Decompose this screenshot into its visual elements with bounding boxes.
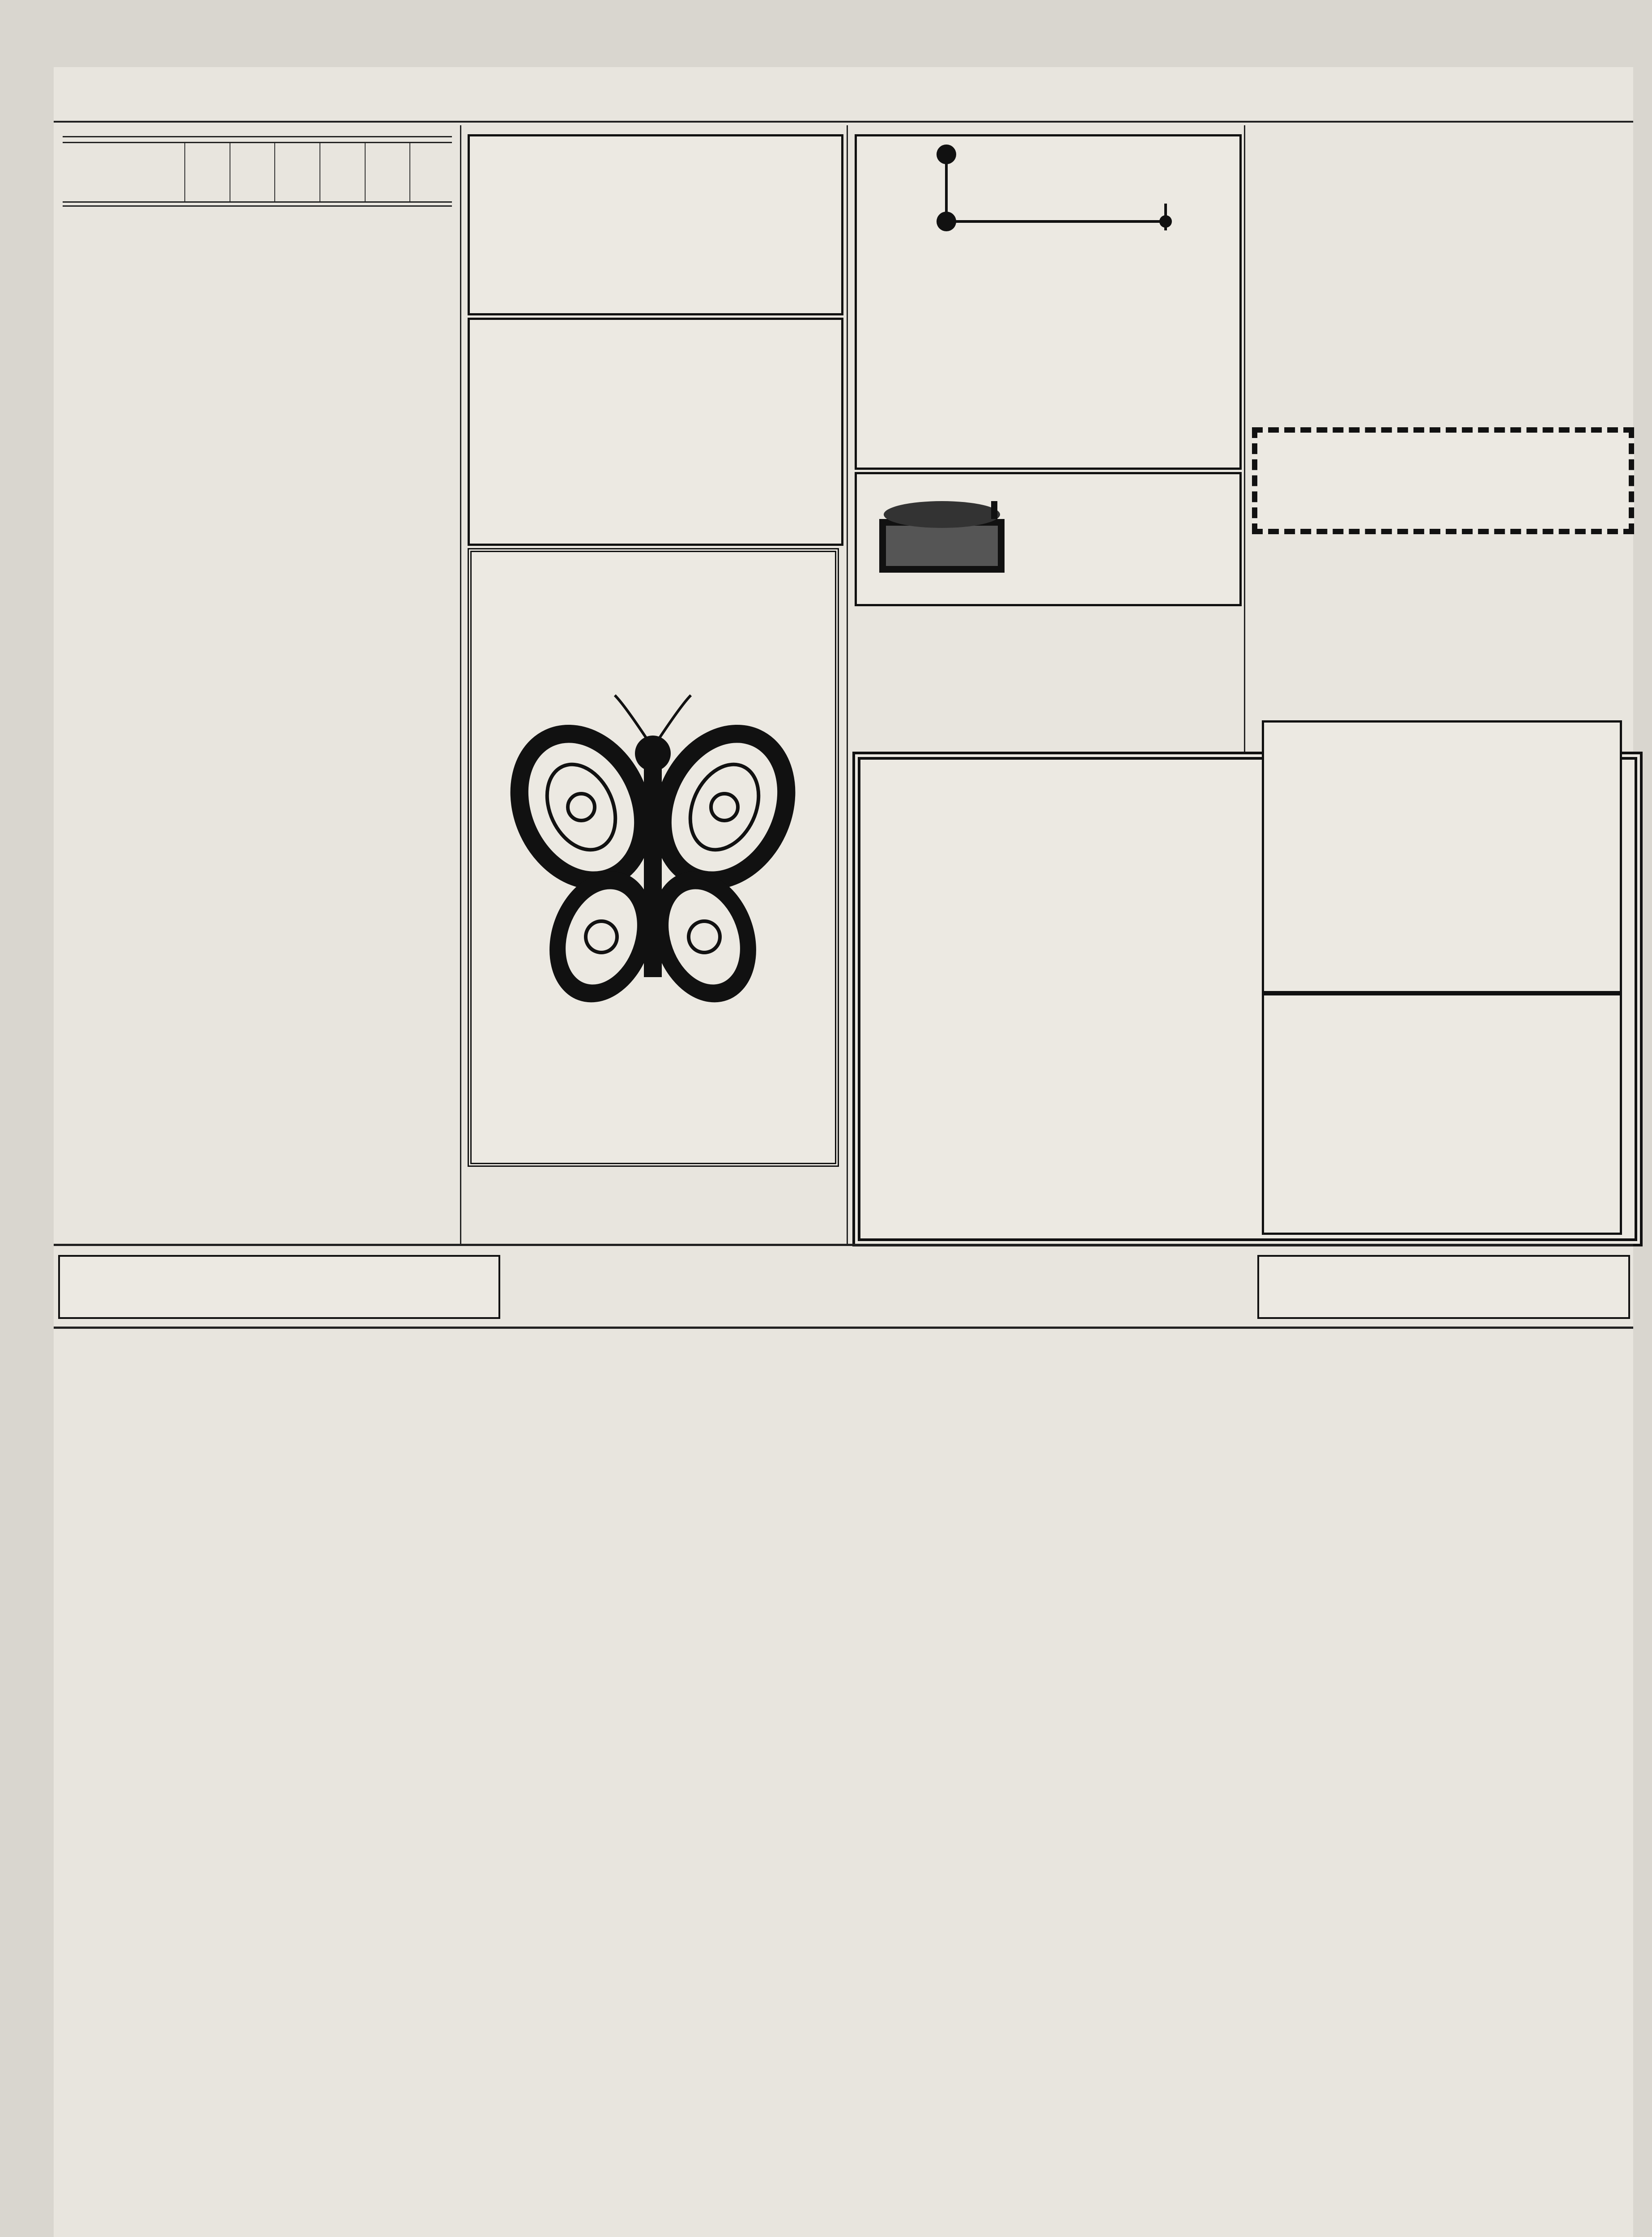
kleiner-anzeiger-title bbox=[510, 1248, 1244, 1324]
ad-selbstrasierer bbox=[1262, 720, 1622, 993]
column-kalender bbox=[1252, 130, 1628, 425]
column-weather bbox=[63, 130, 452, 1239]
ad-urania-kino bbox=[468, 134, 843, 315]
kleiner-pricing-box bbox=[58, 1255, 500, 1319]
newspaper-page bbox=[54, 67, 1633, 2237]
ad-sprechapparate bbox=[855, 472, 1242, 606]
weather-col-head bbox=[410, 143, 452, 202]
ad-gesichtshaare bbox=[1262, 993, 1622, 1235]
hoehen-title bbox=[63, 205, 452, 207]
kleiner-pricing bbox=[60, 1257, 498, 1262]
buechermarkt-banner bbox=[1252, 427, 1634, 534]
buechermarkt-ad bbox=[1252, 528, 1628, 720]
travel-route-diagram bbox=[857, 136, 1235, 253]
gramophone-icon bbox=[866, 488, 1018, 591]
weather-col-head bbox=[320, 143, 365, 202]
weather-col-head bbox=[275, 143, 320, 202]
haare-text bbox=[1264, 995, 1620, 999]
ad-bio-kapitol bbox=[468, 318, 843, 546]
weather-col-head bbox=[230, 143, 275, 202]
ad-asthma bbox=[855, 611, 1237, 745]
page-header bbox=[54, 85, 1633, 123]
ad-old-england bbox=[855, 134, 1242, 470]
weather-col-head bbox=[185, 143, 230, 202]
kleiner-note-box bbox=[1257, 1255, 1630, 1319]
weather-date bbox=[63, 143, 185, 202]
weather-table bbox=[63, 143, 452, 203]
butterfly-illustration bbox=[490, 597, 816, 1013]
impressum bbox=[468, 1177, 839, 1239]
ad-lucerna bbox=[468, 548, 839, 1167]
kleiner-note bbox=[1259, 1257, 1628, 1262]
weather-col-head bbox=[365, 143, 410, 202]
